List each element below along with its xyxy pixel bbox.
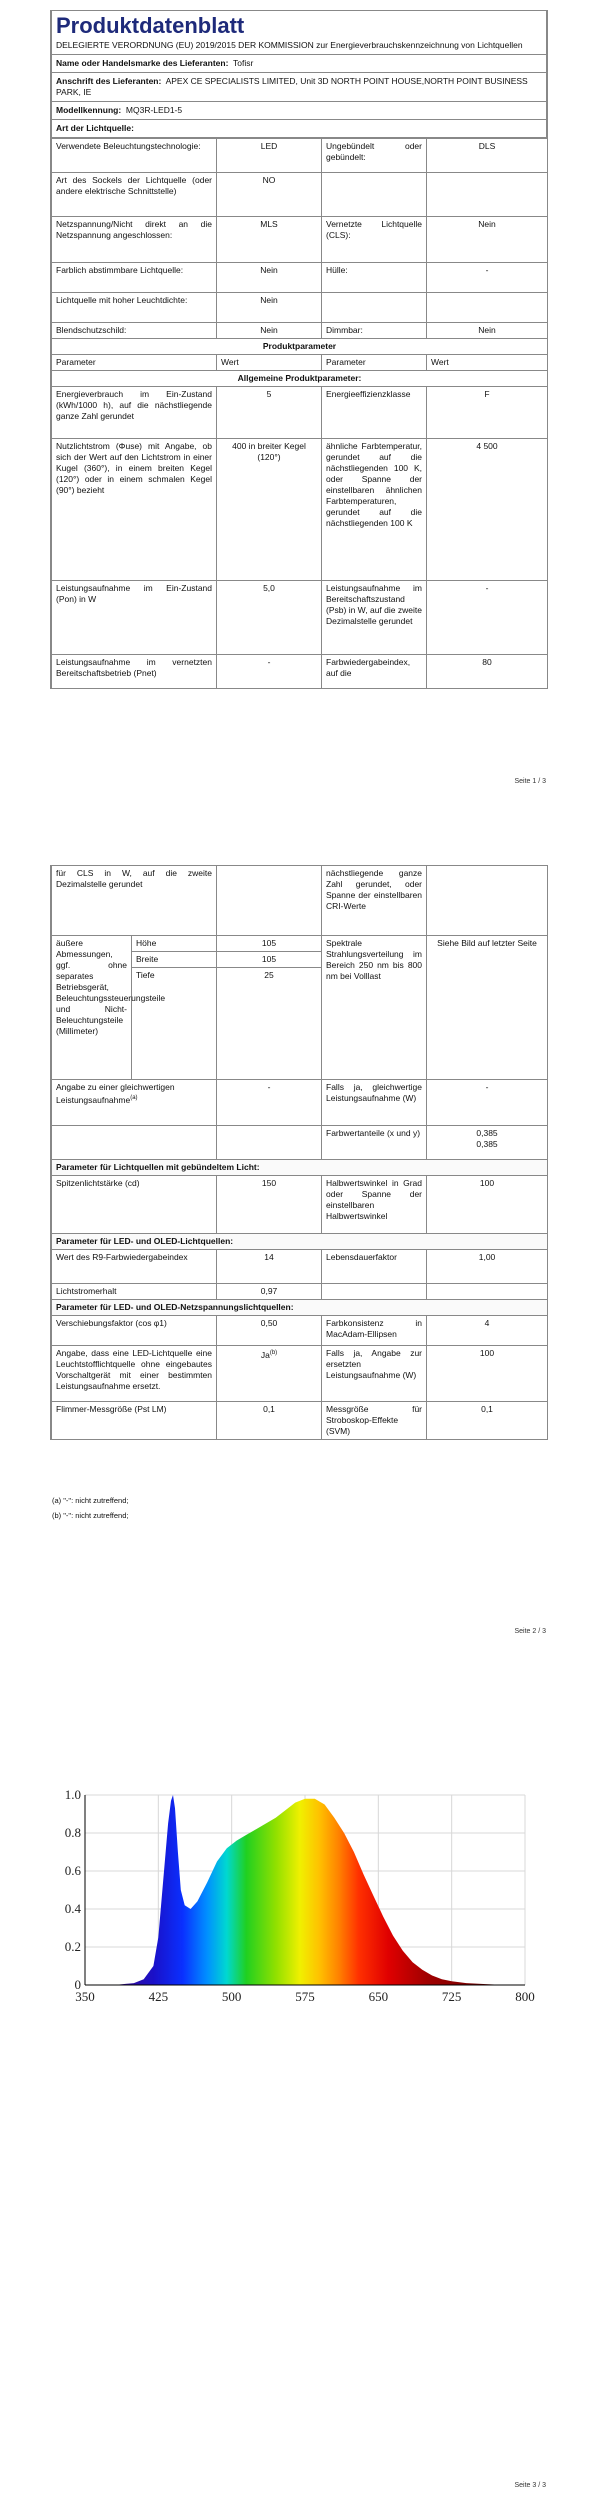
supplier-brand-row [52,55,547,73]
y-tick-label: 1.0 [64,1787,81,1802]
param-label: Energieverbrauch im Ein-Zustand (kWh/1000 h), auf die nächstliegende ganze Zahl gerundet [52,387,217,439]
param-label: Verwendete Beleuchtungstechnologie: [52,139,217,173]
param-value: F [427,387,548,439]
spectrum-area [114,1795,525,1985]
y-tick-label: 0.8 [64,1825,81,1840]
param-value: 5,0 [217,581,322,655]
param-label: Dimmbar: [322,323,427,339]
table-row [52,655,548,689]
footnote-a: (a) "-": nicht zutreffend; [52,1496,129,1505]
table-row [52,1346,548,1402]
supplier-table [51,54,547,138]
param-value: - [427,581,548,655]
param-value [427,173,548,217]
chromaticity-x: 0,385 [476,1128,498,1138]
param-label [52,581,217,655]
param-value: - [427,1080,548,1126]
regulation-text: DELEGIERTE VERORDNUNG (EU) 2019/2015 DER KOMMISSION zur Energieverbrauchskennzeichnung von Lichtquellen [56,40,523,50]
supplier-address-row [52,73,547,102]
page-footer: Seite 3 / 3 [514,2482,546,2489]
param-value: Nein [427,217,548,263]
dimension-value: 105 [217,952,322,968]
param-value: Nein [217,293,322,323]
param-value: DLS [427,139,548,173]
table-row [52,866,548,936]
page-footer: Seite 2 / 3 [514,1628,546,1635]
table-row [52,439,548,581]
param-label: Ungebündelt oder gebündelt: [322,139,427,173]
param-value [217,866,322,936]
param-label: Halbwertswinkel in Grad oder Spanne der einstellbaren Halbwertswinkel [322,1176,427,1234]
param-value: 14 [217,1250,322,1284]
table-row [52,387,548,439]
param-value: 100 [427,1176,548,1234]
param-value [217,1126,322,1160]
param-value [427,1126,548,1160]
param-label: Farblich abstimmbare Lichtquelle: [52,263,217,293]
brand-value: Tofisr [233,58,254,68]
param-label: Falls ja, gleichwertige Leistungsaufnahme (W) [322,1080,427,1126]
param-value: - [217,1080,322,1126]
dimensions-row [52,936,548,952]
x-tick-label: 350 [75,1989,95,2004]
param-value: 1,00 [427,1250,548,1284]
dimensions-label: äußere Abmessungen, ggf. ohne separates Betriebsgerät, Beleuchtungssteuerungsteile und Nicht-Beleuchtungsteile (Millimeter) [52,936,132,1080]
param-label-text: Leistungsaufnahme im Ein-Zustand (Pon) in W [56,583,212,604]
param-label: Flimmer-Messgröße (Pst LM) [52,1402,217,1440]
light-source-type-table [51,138,548,689]
param-value: 80 [427,655,548,689]
model-label: Modellkennung: [56,105,122,115]
footnote-ref: (b) [269,1350,278,1356]
table-row [52,1176,548,1234]
address-label: Anschrift des Lieferanten: [56,76,162,86]
footnote-ref: (a) [130,1095,138,1101]
dimension-name: Tiefe [132,968,217,1080]
general-params-heading: Allgemeine Produktparameter: [52,371,548,387]
title-box [51,10,547,54]
dimension-value: 25 [217,968,322,1080]
dimension-name: Breite [132,952,217,968]
table-row [52,581,548,655]
param-value: 0,97 [217,1284,322,1300]
x-tick-label: 650 [368,1989,389,2004]
param-value: - [217,655,322,689]
model-value: MQ3R-LED1-5 [125,105,183,115]
table-row [52,217,548,263]
table-row [52,1284,548,1300]
param-value: LED [217,139,322,173]
mains-heading: Parameter für LED- und OLED-Netzspannungslichtquellen: [52,1300,548,1316]
param-value: 4 500 [427,439,548,581]
column-header: Wert [427,355,548,371]
param-value: 0,50 [217,1316,322,1346]
table-row [52,1402,548,1440]
table-row [52,139,548,173]
led-oled-heading: Parameter für LED- und OLED-Lichtquellen: [52,1234,548,1250]
param-label [322,293,427,323]
param-label: Leistungsaufnahme im vernetzten Bereitschaftsbetrieb (Pnet) [52,655,217,689]
address-value: APEX CE SPECIALISTS LIMITED, Unit 3D NORTH POINT HOUSE,NORTH POINT BUSINESS PARK, IE [56,76,528,97]
page-footer: Seite 1 / 3 [514,778,546,785]
param-value: 400 in breiter Kegel (120°) [217,439,322,581]
table-row [52,1316,548,1346]
param-label: Netzspannung/Nicht direkt an die Netzspannung angeschlossen: [52,217,217,263]
x-tick-label: 425 [148,1989,169,2004]
param-label: Falls ja, Angabe zur ersetzten Leistungsaufnahme (W) [322,1346,427,1402]
param-value: 0,1 [427,1402,548,1440]
table-row [52,1080,548,1126]
param-value: Nein [217,323,322,339]
param-label: Lichtquelle mit hoher Leuchtdichte: [52,293,217,323]
column-header: Wert [217,355,322,371]
param-label: Messgröße für Stroboskop-Effekte (SVM) [322,1402,427,1440]
param-label: Energieeffizienzklasse [322,387,427,439]
page-1 [0,0,591,800]
param-value: 4 [427,1316,548,1346]
column-header: Parameter [322,355,427,371]
param-label: Lebensdauerfaktor [322,1250,427,1284]
param-value: MLS [217,217,322,263]
page-2 [0,855,591,1655]
model-row [52,102,547,120]
param-label: Farbwertanteile (x und y) [322,1126,427,1160]
param-label: Nutzlichtstrom (Φuse) mit Angabe, ob sich der Wert auf den Lichtstrom in einer Kugel (360°), in einem breiten Kegel (120°) oder in einem schmalen Kegel (90°) bezieht [52,439,217,581]
param-value [217,1346,322,1402]
param-label [322,173,427,217]
light-source-type-heading: Art der Lichtquelle: [52,120,547,138]
param-label [322,1284,427,1300]
param-label: Farbwiedergabeindex, auf die [322,655,427,689]
brand-label: Name oder Handelsmarke des Lieferanten: [56,58,229,68]
page-title: Produktdatenblatt [56,13,245,38]
chromaticity-y: 0,385 [476,1139,498,1149]
dimension-value: 105 [217,936,322,952]
param-label: nächstliegende ganze Zahl gerundet, oder Spanne der einstellbaren CRI-Werte [322,866,427,936]
param-label: Art des Sockels der Lichtquelle (oder andere elektrische Schnittstelle) [52,173,217,217]
page-3 [0,1700,591,2510]
x-tick-label: 725 [441,1989,462,2004]
param-label: Leistungsaufnahme im Bereitschaftszustand (Psb) in W, auf die zweite Dezimalstelle gerundet [322,581,427,655]
table-row [52,1126,548,1160]
param-label: Blendschutzschild: [52,323,217,339]
param-value: 0,1 [217,1402,322,1440]
product-params-heading: Produktparameter [52,339,548,355]
x-tick-label: 575 [295,1989,315,2004]
param-label: Spitzenlichtstärke (cd) [52,1176,217,1234]
param-label: ähnliche Farbtemperatur, gerundet auf die nächstliegenden 100 K, oder Spanne der einstellbaren ähnlichen Farbtemperaturen, gerundet auf die nächstliegenden 100 K [322,439,427,581]
param-value: NO [217,173,322,217]
param-value: 100 [427,1346,548,1402]
footnote-b: (b) "-": nicht zutreffend; [52,1511,129,1520]
param-value-text: Ja [260,1349,270,1360]
y-tick-label: 0 [74,1977,81,1992]
y-tick-label: 0.2 [64,1939,81,1954]
dimension-name: Höhe [132,936,217,952]
datasheet-page-2 [50,865,548,1440]
param-value: Nein [427,323,548,339]
y-tick-label: 0.4 [64,1901,81,1916]
param-label: Hülle: [322,263,427,293]
param-label: Angabe, dass eine LED-Lichtquelle eine Leuchtstofflichtquelle ohne eingebautes Vorschaltgerät mit einer bestimmten Leistungsaufnahme ersetzt. [52,1346,217,1402]
y-tick-label: 0.6 [64,1863,81,1878]
param-value: Nein [217,263,322,293]
param-label [52,1080,217,1126]
param-label [52,1126,217,1160]
column-header: Parameter [52,355,217,371]
param-value [427,293,548,323]
param-label: Wert des R9-Farbwiedergabeindex [52,1250,217,1284]
param-value [427,866,548,936]
param-value: 150 [217,1176,322,1234]
param-label: Farbkonsistenz in MacAdam-Ellipsen [322,1316,427,1346]
table-row [52,263,548,293]
table-row [52,323,548,339]
param-label: Verschiebungsfaktor (cos φ1) [52,1316,217,1346]
table-row [52,173,548,217]
param-label-text: Angabe zu einer gleichwertigen Leistungsaufnahme [56,1082,175,1105]
datasheet-page-1 [50,10,548,689]
params-table-continued [51,865,548,1440]
x-tick-label: 800 [515,1989,535,2004]
column-header-row [52,355,548,371]
param-label: Spektrale Strahlungsverteilung im Bereich 250 nm bis 800 nm bei Volllast [322,936,427,1080]
param-label: Vernetzte Lichtquelle (CLS): [322,217,427,263]
table-row [52,1250,548,1284]
param-label: Lichtstromerhalt [52,1284,217,1300]
param-value: Siehe Bild auf letzter Seite [427,936,548,1080]
x-tick-label: 500 [221,1989,242,2004]
spectrum-chart [55,1785,545,2015]
param-label: für CLS in W, auf die zweite Dezimalstelle gerundet [52,866,217,936]
param-value: - [427,263,548,293]
table-row [52,293,548,323]
param-value: 5 [217,387,322,439]
directional-heading: Parameter für Lichtquellen mit gebündeltem Licht: [52,1160,548,1176]
param-value [427,1284,548,1300]
